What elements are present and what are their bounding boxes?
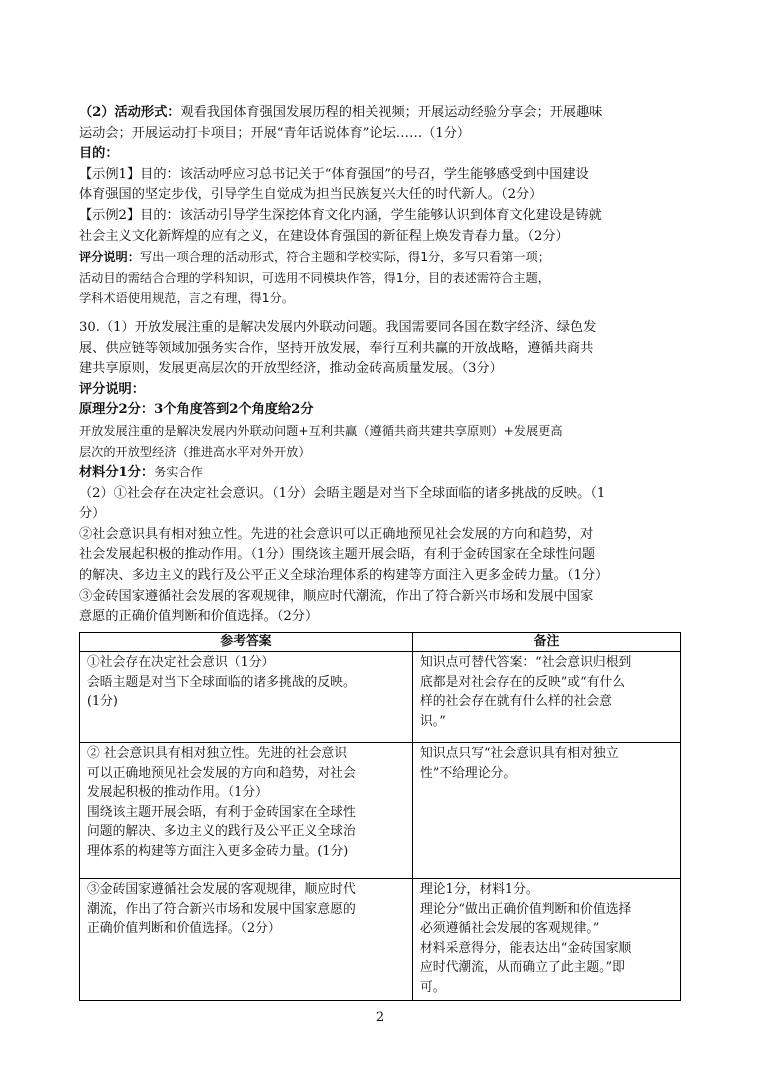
example1-text: 目的：该活动呼应习总书记关于“体育强国”的号召，学生能够感受到中国建设 xyxy=(140,166,589,182)
q29-score-line2: 活动目的需结合合理的学科知识，可选用不同模块作答，得1分，目的表述需符合主题， xyxy=(79,270,550,285)
cell-line: 发展起积极的推动作用。（1分） xyxy=(87,785,268,800)
header-notes: 备注 xyxy=(413,633,681,652)
table-header-row xyxy=(80,633,681,652)
table-row xyxy=(80,652,681,743)
q29-form-label: （2）活动形式： xyxy=(79,105,181,120)
q29-form-line1 xyxy=(79,103,684,124)
note-cell xyxy=(413,652,681,743)
q30-part1-line3: 建共享原则，发展更高层次的开放型经济，推动金砖高质量发展。（3分） xyxy=(79,361,503,377)
q29-purpose-label: 目的： xyxy=(79,146,119,162)
q29-form-line2: 运动会；开展运动打卡项目；开展“青年话说体育”论坛……（1分） xyxy=(79,125,471,141)
q30-part1-line2: 展、供应链等领域加强务实合作，坚持开放发展，奉行互利共赢的开放战略，遵循共商共 xyxy=(79,340,594,356)
q29-example1-line1 xyxy=(79,165,684,186)
q29-example2-line1 xyxy=(79,206,684,227)
cell-line: 理论分“做出正确价值判断和价值选择 xyxy=(420,901,632,917)
cell-line: 必须遵循社会发展的客观规律。” xyxy=(420,921,600,936)
q29-score-text1: 写出一项合理的活动形式，符合主题和学校实际，得1分，多写只看第一项； xyxy=(139,250,550,265)
q30-material-label: 材料分1分： xyxy=(79,465,155,481)
header-reference-answer: 参考答案 xyxy=(80,633,413,652)
q30-material-text: 务实合作 xyxy=(154,465,203,480)
cell-line: 应时代潮流，从而确立了此主题。”即 xyxy=(420,960,625,975)
answer-document xyxy=(79,103,684,628)
cell-line: ③金砖国家遵循社会发展的客观规律，顺应时代 xyxy=(87,882,356,897)
cell-line: 可。 xyxy=(420,979,446,995)
q30-score-label: 评分说明： xyxy=(79,381,145,397)
cell-line: 潮流，作出了符合新兴市场和发展中国家意愿的 xyxy=(87,901,356,917)
cell-line: 理论1分，材料1分。 xyxy=(420,882,539,897)
q29-score-line1 xyxy=(79,247,684,268)
q30-material-line xyxy=(79,462,684,484)
cell-line: 围绕该主题开展会晤，有利于金砖国家在全球性 xyxy=(87,804,356,820)
q30-part1-line1: 30.（1）开放发展注重的是解决发展内外联动问题。我国需要同各国在数字经济、绿色发 xyxy=(79,319,597,335)
cell-line: ② 社会意识具有相对独立性。先进的社会意识 xyxy=(87,746,348,761)
answer-cell xyxy=(80,652,413,743)
cell-line: 会晤主题是对当下全球面临的诸多挑战的反映。 xyxy=(87,674,356,690)
cell-line: ①社会存在决定社会意识（1分） xyxy=(87,655,275,670)
q30-principle-line1: 开放发展注重的是解决发展内外联动问题+互利共赢（遵循共商共建共享原则）+发展更高 xyxy=(79,423,563,438)
example2-tag: 【示例2】 xyxy=(79,207,141,223)
cell-line: 可以正确地预见社会发展的方向和趋势，对社会 xyxy=(87,765,356,781)
q30-part2-line7: 意愿的正确价值判断和价值选择。（2分） xyxy=(79,609,319,625)
q30-principle-label: 原理分2分：3个角度答到2个角度给2分 xyxy=(79,402,314,418)
page-number: 2 xyxy=(375,1010,385,1025)
table-row xyxy=(80,879,681,1001)
cell-line: 材料采意得分，能表达出“金砖国家顺 xyxy=(420,940,632,956)
q29-form-text: 观看我国体育强国发展历程的相关视频；开展运动经验分享会；开展趣味 xyxy=(180,105,603,120)
q30-part2-line3: ②社会意识具有相对独立性。先进的社会意识可以正确地预见社会发展的方向和趋势，对 xyxy=(79,526,594,542)
cell-line: 性”不给理论分。 xyxy=(420,765,517,781)
cell-line: 正确价值判断和价值选择。（2分） xyxy=(87,921,281,936)
answer-table xyxy=(79,632,681,1001)
cell-line: 知识点只写“社会意识具有相对独立 xyxy=(420,746,619,761)
q30-principle-line2: 层次的开放型经济（推进高水平对外开放） xyxy=(79,444,311,459)
q30-part2-line1: （2）①社会存在决定社会意识。（1分）会晤主题是对当下全球面临的诸多挑战的反映。（1 xyxy=(79,485,606,501)
note-cell xyxy=(413,743,681,879)
q29-score-label: 评分说明： xyxy=(79,250,140,265)
cell-line: 理体系的构建等方面注入更多金砖力量。(1分) xyxy=(87,843,349,859)
cell-line: 问题的解决、多边主义的践行及公平正义全球治 xyxy=(87,824,356,839)
q29-example2-line2: 社会主义文化新辉煌的应有之义，在建设体育强国的新征程上焕发青春力量。（2分） xyxy=(79,228,569,244)
example2-text: 目的：该活动引导学生深挖体育文化内涵，学生能够认识到体育文化建设是铸就 xyxy=(140,207,602,223)
q30-part2-line2: 分） xyxy=(79,506,106,522)
q30-part2-line5: 的解决、多边主义的践行及公平正义全球治理体系的构建等方面注入更多金砖力量。（1分） xyxy=(79,568,609,584)
q30-part2-line4: 社会发展起积极的推动作用。（1分）围绕该主题开展会晤，有利于金砖国家在全球性问题 xyxy=(79,547,596,563)
table-row xyxy=(80,743,681,879)
cell-line: (1分) xyxy=(87,694,118,709)
cell-line: 样的社会存在就有什么样的社会意 xyxy=(420,694,612,709)
q29-score-line3: 学科术语使用规范，言之有理，得1分。 xyxy=(79,291,294,306)
q30-part2-line6: ③金砖国家遵循社会发展的客观规律，顺应时代潮流，作出了符合新兴市场和发展中国家 xyxy=(79,588,594,604)
cell-line: 知识点可替代答案：“社会意识归根到 xyxy=(420,655,632,670)
example1-tag: 【示例1】 xyxy=(79,166,141,182)
note-cell xyxy=(413,879,681,1001)
answer-cell xyxy=(80,743,413,879)
answer-cell xyxy=(80,879,413,1001)
cell-line: 识。” xyxy=(420,713,446,729)
cell-line: 底都是对社会存在的反映”或“有什么 xyxy=(420,674,626,690)
q29-example1-line2: 体育强国的坚定步伐，引导学生自觉成为担当民族复兴大任的时代新人。（2分） xyxy=(79,187,543,203)
